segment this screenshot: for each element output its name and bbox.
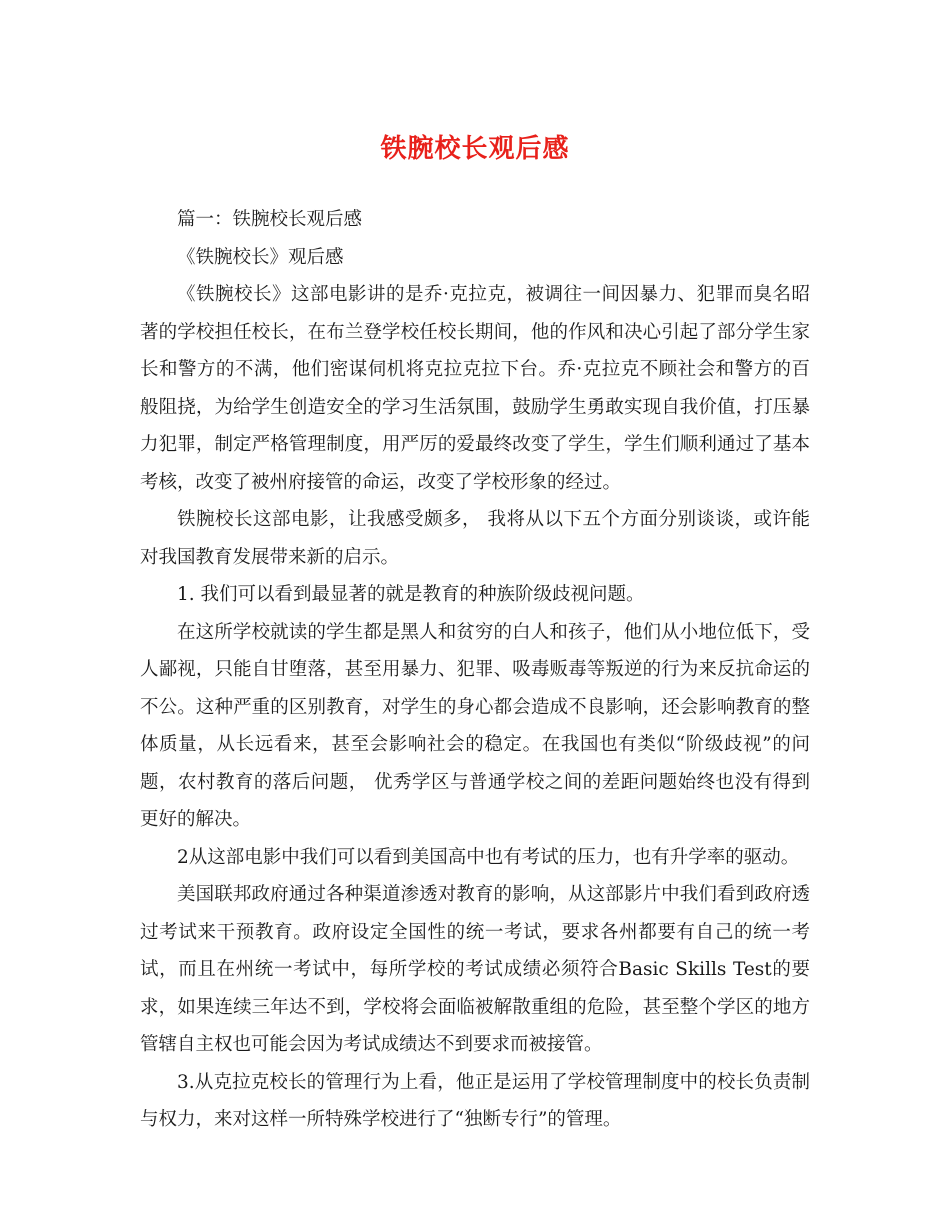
document-page	[140, 0, 810, 1139]
paragraph-subtitle: 《铁腕校长》观后感	[177, 246, 344, 268]
paragraph-section-heading: 篇一：铁腕校长观后感	[177, 209, 363, 230]
paragraph-intro: 铁腕校长这部电影，让我感受颇多， 我将从以下五个方面分别谈谈，或许能对我国教育发展带来新的启示。	[140, 509, 810, 568]
paragraph-point-3: 3.从克拉克校长的管理行为上看，他正是运用了学校管理制度中的校长负责制与权力，来对这样一所特殊学校进行了“独断专行”的管理。	[140, 1071, 810, 1130]
paragraph-synopsis: 《铁腕校长》这部电影讲的是乔·克拉克，被调往一间因暴力、犯罪而臭名昭著的学校担任校长，在布兰登学校任校长期间，他的作风和决心引起了部分学生家长和警方的不满，他们密谋伺机将克拉克拉下台。乔·克拉克不顾社会和警方的百般阻挠，为给学生创造安全的学习生活氛围，鼓励学生勇敢实现自我价值，打压暴力犯罪，制定严格管理制度，用严厉的爱最终改变了学生，学生们顺利通过了基本考核，改变了被州府接管的命运，改变了学校形象的经过。	[140, 284, 810, 493]
document-body	[140, 201, 810, 1139]
paragraph-point-2-body: 美国联邦政府通过各种渠道渗透对教育的影响，从这部影片中我们看到政府透过考试来干预教育。政府设定全国性的统一考试，要求各州都要有自己的统一考试，而且在州统一考试中，每所学校的考试成绩必须符合Basic Skills Test的要求，如果连续三年达不到，学校将会面临被解散重组的危险，甚至整个学区的地方管辖自主权也可能会因为考试成绩达不到要求而被接管。	[140, 884, 810, 1055]
document-title: 铁腕校长观后感	[380, 134, 570, 164]
paragraph-point-1: 1. 我们可以看到最显著的就是教育的种族阶级歧视问题。	[177, 584, 645, 605]
paragraph-point-1-body: 在这所学校就读的学生都是黑人和贫穷的白人和孩子，他们从小地位低下，受人鄙视，只能自甘堕落，甚至用暴力、犯罪、吸毒贩毒等叛逆的行为来反抗命运的不公。这种严重的区别教育，对学生的身心都会造成不良影响，还会影响教育的整体质量，从长远看来，甚至会影响社会的稳定。在我国也有类似“阶级歧视”的问题，农村教育的落后问题， 优秀学区与普通学校之间的差距问题始终也没有得到更好的解决。	[140, 621, 810, 830]
paragraph-point-2: 2从这部电影中我们可以看到美国高中也有考试的压力，也有升学率的驱动。	[177, 846, 800, 868]
